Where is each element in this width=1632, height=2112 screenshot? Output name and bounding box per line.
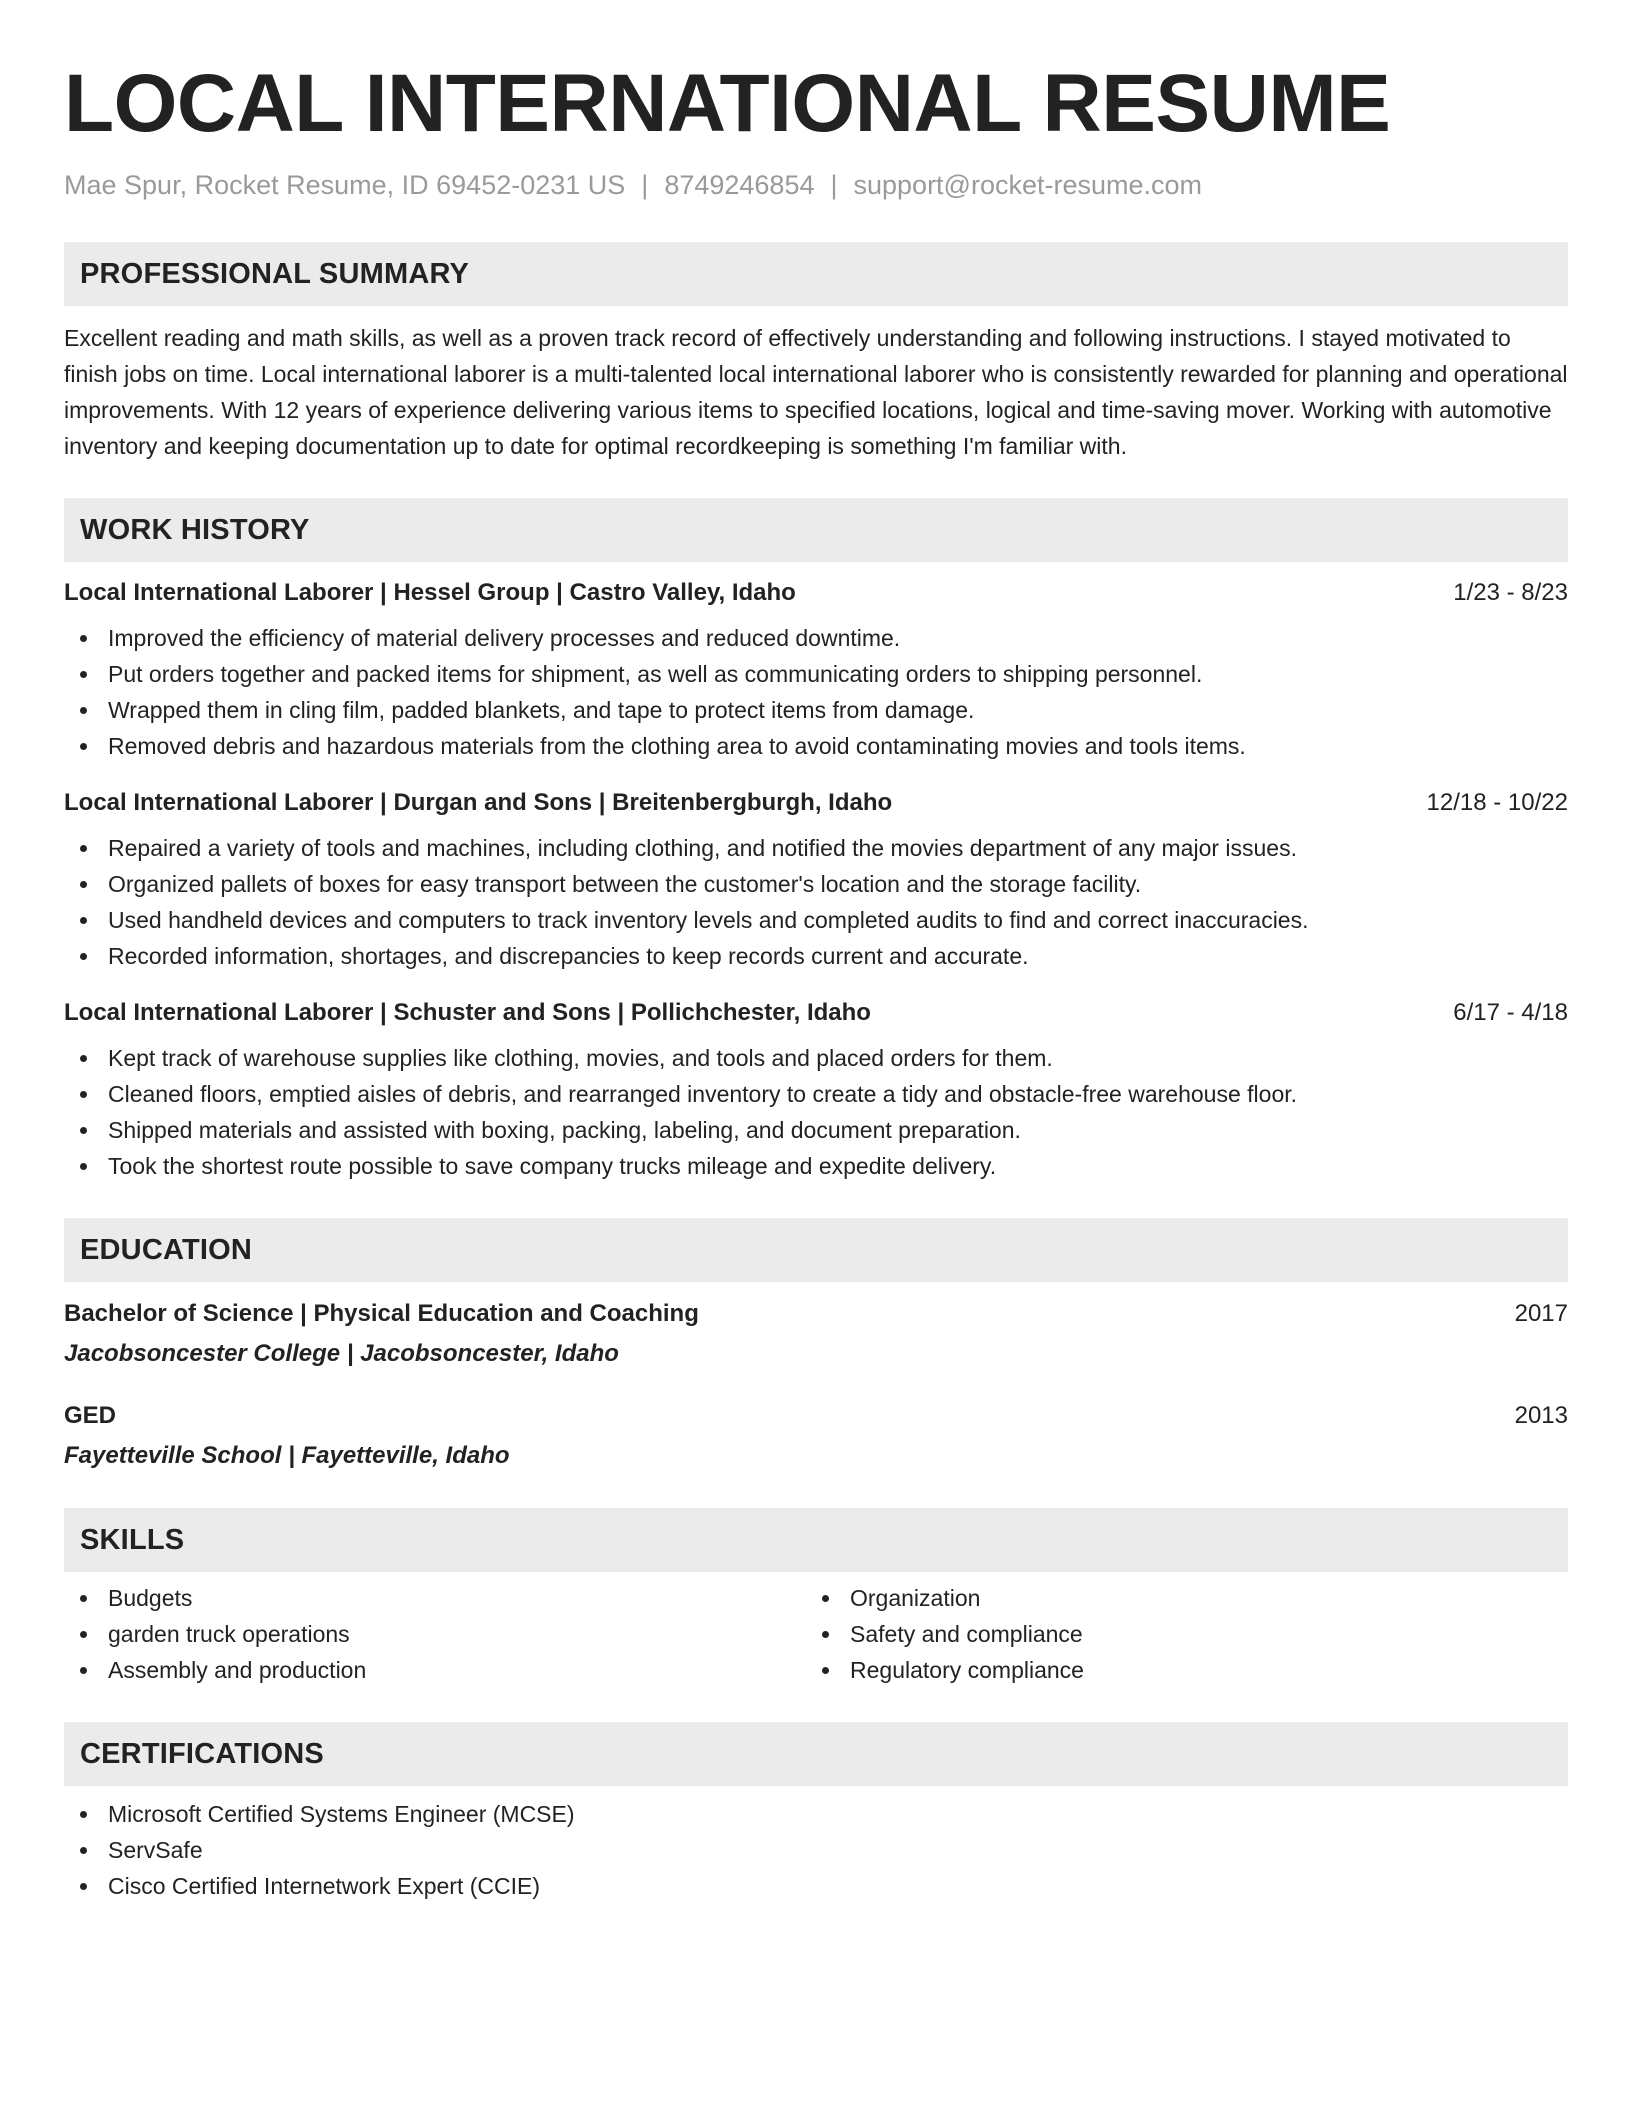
skills-grid [64, 1580, 1568, 1688]
education-degree: GED [64, 1402, 117, 1429]
job-bullet: Kept track of warehouse supplies like clothing, movies, and tools and placed orders for them. [64, 1040, 1568, 1076]
skill-item: Safety and compliance [806, 1616, 1548, 1652]
job-bullet: Repaired a variety of tools and machines, including clothing, and notified the movies department of any major issues. [64, 830, 1568, 866]
job-bullet: Cleaned floors, emptied aisles of debris, and rearranged inventory to create a tidy and obstacle-free warehouse floor. [64, 1076, 1568, 1112]
contact-line [64, 168, 1568, 202]
section-header-education: EDUCATION [64, 1218, 1568, 1282]
education-school: Fayetteville School | Fayetteville, Idaho [64, 1442, 510, 1469]
job-bullet: Used handheld devices and computers to track inventory levels and completed audits to find and correct inaccuracies. [64, 902, 1568, 938]
job-header [64, 996, 1568, 1030]
job-header [64, 786, 1568, 820]
section-header-skills: SKILLS [64, 1508, 1568, 1572]
education-degree: Bachelor of Science | Physical Education and Coaching [64, 1300, 699, 1327]
section-header-work-history: WORK HISTORY [64, 498, 1568, 562]
job-entry [64, 576, 1568, 764]
skill-item: Organization [806, 1580, 1548, 1616]
job-dates: 12/18 - 10/22 [1426, 789, 1568, 816]
education-year: 2013 [1514, 1402, 1568, 1429]
job-title: Local International Laborer | Hessel Group | Castro Valley, Idaho [64, 579, 796, 606]
contact-separator: | [641, 170, 649, 200]
job-entry [64, 996, 1568, 1184]
job-bullet: Took the shortest route possible to save company trucks mileage and expedite delivery. [64, 1148, 1568, 1184]
job-bullet: Removed debris and hazardous materials from the clothing area to avoid contaminating movies and tools items. [64, 728, 1568, 764]
education-year: 2017 [1514, 1300, 1568, 1327]
job-title: Local International Laborer | Durgan and Sons | Breitenbergburgh, Idaho [64, 789, 893, 816]
certifications-list [64, 1796, 1568, 1904]
skills-list-left [64, 1580, 806, 1688]
job-entry [64, 786, 1568, 974]
job-dates: 6/17 - 4/18 [1453, 999, 1568, 1026]
contact-address: Mae Spur, Rocket Resume, ID 69452-0231 US [64, 170, 626, 200]
certification-item: Cisco Certified Internetwork Expert (CCIE) [64, 1868, 1568, 1904]
skill-item: Regulatory compliance [806, 1652, 1548, 1688]
section-header-certifications: CERTIFICATIONS [64, 1722, 1568, 1786]
job-bullets [64, 620, 1568, 764]
resume-title: LOCAL INTERNATIONAL RESUME [64, 58, 1391, 149]
summary-text: Excellent reading and math skills, as well as a proven track record of effectively understanding and following instructions. I stayed motivated to finish jobs on time. Local international laborer is a multi-talented local international laborer who is consistently rewarded for planning and operational improvements. With 12 years of experience delivering various items to specified locations, logical and time-saving mover. Working with automotive inventory and keeping documentation up to date for optimal recordkeeping is something I'm familiar with. [64, 325, 1568, 459]
education-header [64, 1398, 1568, 1434]
contact-separator: | [830, 170, 838, 200]
certification-item: ServSafe [64, 1832, 1568, 1868]
job-bullet: Shipped materials and assisted with boxing, packing, labeling, and document preparation. [64, 1112, 1568, 1148]
contact-email: support@rocket-resume.com [853, 170, 1203, 200]
job-header [64, 576, 1568, 610]
job-bullet: Recorded information, shortages, and discrepancies to keep records current and accurate. [64, 938, 1568, 974]
job-bullets [64, 1040, 1568, 1184]
contact-phone: 8749246854 [664, 170, 815, 200]
skill-item: Assembly and production [64, 1652, 806, 1688]
certification-item: Microsoft Certified Systems Engineer (MCSE) [64, 1796, 1568, 1832]
job-bullets [64, 830, 1568, 974]
job-bullet: Wrapped them in cling film, padded blankets, and tape to protect items from damage. [64, 692, 1568, 728]
section-header-summary: PROFESSIONAL SUMMARY [64, 242, 1568, 306]
education-entry [64, 1296, 1568, 1372]
job-bullet: Improved the efficiency of material delivery processes and reduced downtime. [64, 620, 1568, 656]
skill-item: garden truck operations [64, 1616, 806, 1652]
job-dates: 1/23 - 8/23 [1453, 579, 1568, 606]
job-bullet: Put orders together and packed items for shipment, as well as communicating orders to shipping personnel. [64, 656, 1568, 692]
education-school: Jacobsoncester College | Jacobsoncester, Idaho [64, 1340, 619, 1367]
skills-list-right [806, 1580, 1548, 1688]
skill-item: Budgets [64, 1580, 806, 1616]
job-bullet: Organized pallets of boxes for easy transport between the customer's location and the storage facility. [64, 866, 1568, 902]
job-title: Local International Laborer | Schuster and Sons | Pollichchester, Idaho [64, 999, 871, 1026]
resume-page [64, 56, 1568, 1904]
education-entry [64, 1398, 1568, 1474]
education-header [64, 1296, 1568, 1332]
